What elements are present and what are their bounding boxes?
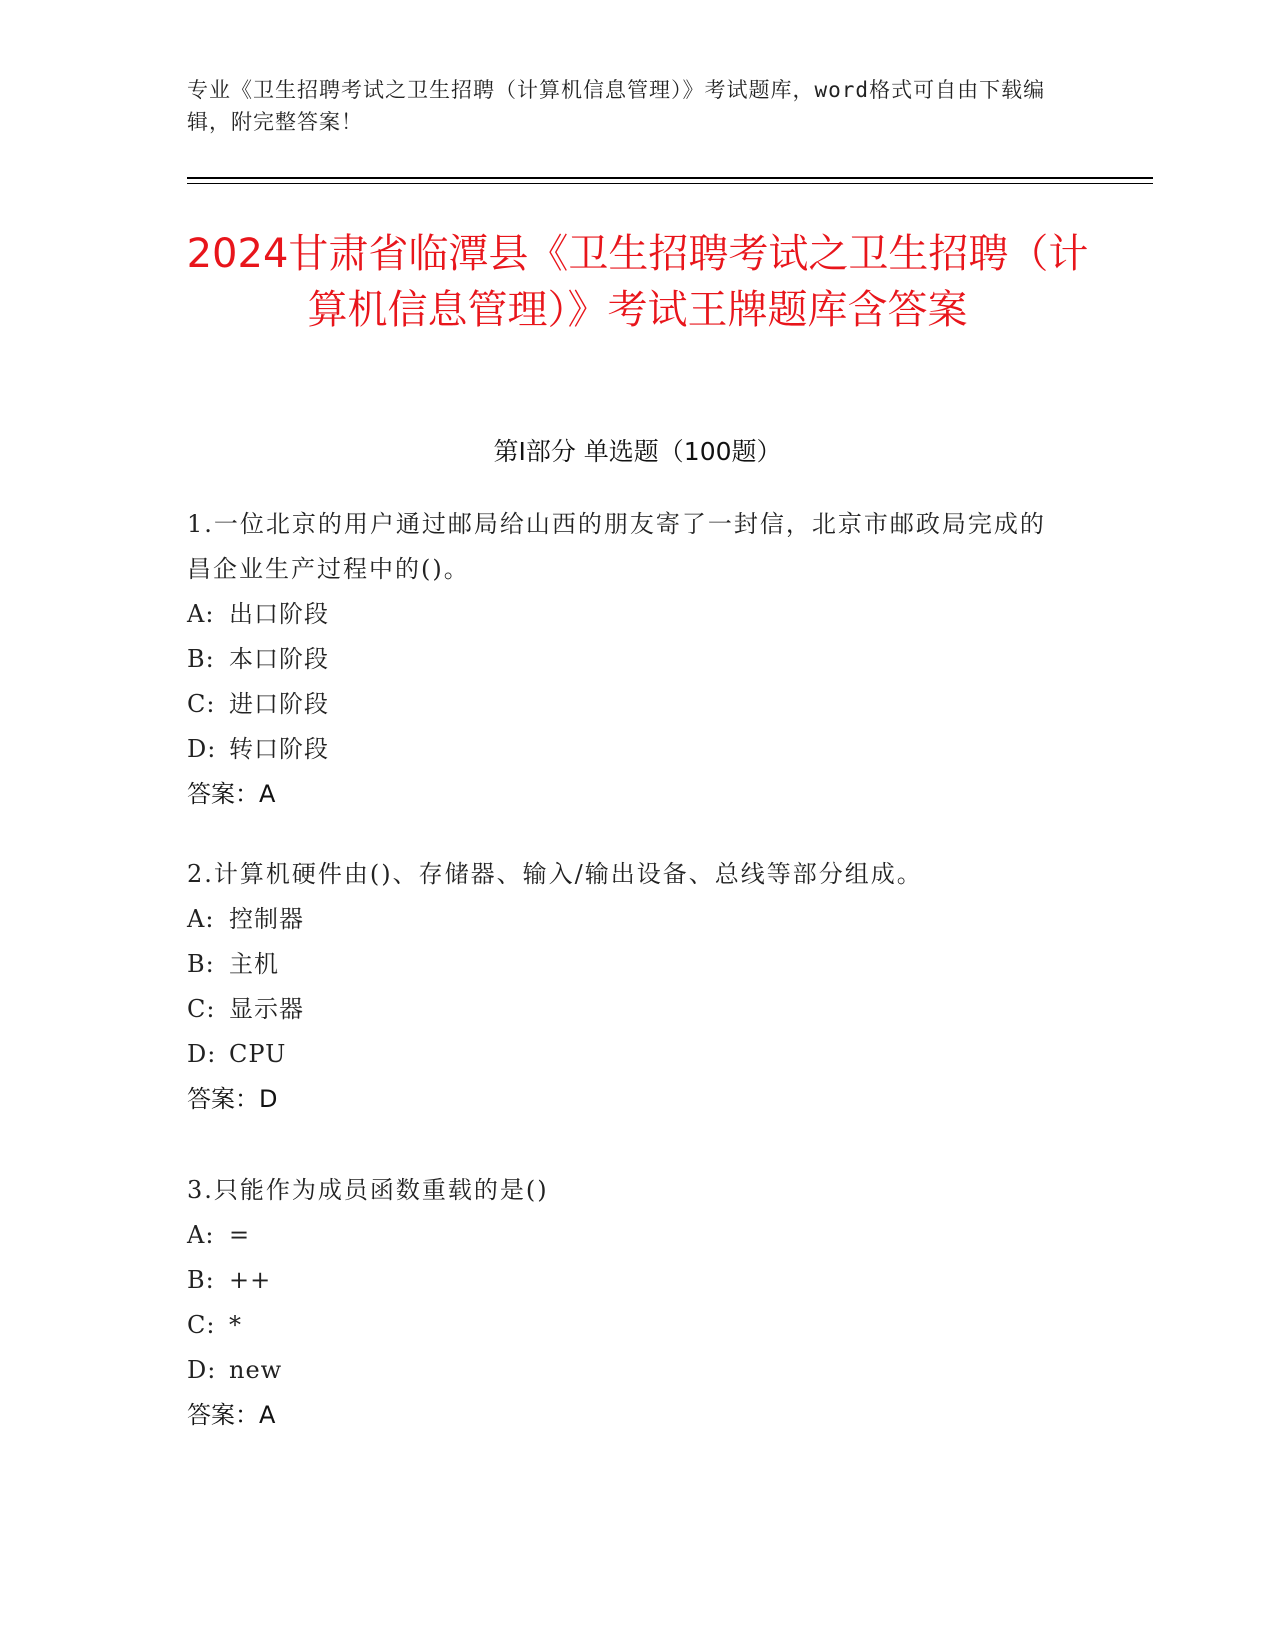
question-option-d xyxy=(187,1348,1067,1393)
option-key: A: xyxy=(187,1221,215,1249)
option-key: B: xyxy=(187,645,215,673)
option-key: C: xyxy=(187,690,216,718)
header-note: 专业《卫生招聘考试之卫生招聘（计算机信息管理）》考试题库，word格式可自由下载编辑，附完整答案！ xyxy=(187,78,1046,134)
option-text: * xyxy=(229,1311,242,1339)
question-answer: 答案：A xyxy=(187,780,276,808)
document-title: 2024甘肃省临潭县《卫生招聘考试之卫生招聘（计算机信息管理）》考试王牌题库含答案 xyxy=(186,231,1089,333)
section-title: 第I部分 单选题（100题） xyxy=(493,437,782,466)
option-key: D: xyxy=(187,1040,217,1068)
option-key: D: xyxy=(187,735,217,763)
option-text: 显示器 xyxy=(229,995,304,1023)
question-option-b xyxy=(187,637,1067,682)
header-divider-thick xyxy=(187,177,1153,179)
question-2 xyxy=(187,852,1067,1122)
option-key: B: xyxy=(187,1266,215,1294)
question-option-c xyxy=(187,987,1067,1032)
question-option-a xyxy=(187,1213,1067,1258)
option-key: A: xyxy=(187,905,215,933)
question-stem: 2.计算机硬件由()、存储器、输入/输出设备、总线等部分组成。 xyxy=(187,860,923,888)
question-stem: 1.一位北京的用户通过邮局给山西的朋友寄了一封信，北京市邮政局完成的昌企业生产过程中的()。 xyxy=(187,510,1046,583)
option-text: = xyxy=(229,1221,251,1249)
option-key: C: xyxy=(187,995,216,1023)
question-option-d xyxy=(187,727,1067,772)
question-answer: 答案：D xyxy=(187,1085,278,1113)
question-stem: 3.只能作为成员函数重载的是() xyxy=(187,1176,549,1204)
option-text: ++ xyxy=(229,1266,272,1294)
question-option-b xyxy=(187,1258,1067,1303)
question-option-c xyxy=(187,1303,1067,1348)
question-option-a xyxy=(187,897,1067,942)
option-text: 本口阶段 xyxy=(229,645,329,673)
question-3 xyxy=(187,1168,1067,1438)
option-key: C: xyxy=(187,1311,216,1339)
option-text: new xyxy=(229,1356,283,1384)
question-1 xyxy=(187,502,1067,817)
question-option-d xyxy=(187,1032,1067,1077)
option-text: 主机 xyxy=(229,950,279,978)
option-key: A: xyxy=(187,600,215,628)
option-text: 出口阶段 xyxy=(229,600,329,628)
question-option-b xyxy=(187,942,1067,987)
option-key: D: xyxy=(187,1356,217,1384)
header-divider-thin xyxy=(187,183,1153,184)
option-key: B: xyxy=(187,950,215,978)
option-text: 控制器 xyxy=(229,905,304,933)
question-option-c xyxy=(187,682,1067,727)
option-text: CPU xyxy=(229,1040,287,1068)
question-option-a xyxy=(187,592,1067,637)
question-answer: 答案：A xyxy=(187,1401,276,1429)
option-text: 转口阶段 xyxy=(229,735,329,763)
option-text: 进口阶段 xyxy=(229,690,329,718)
